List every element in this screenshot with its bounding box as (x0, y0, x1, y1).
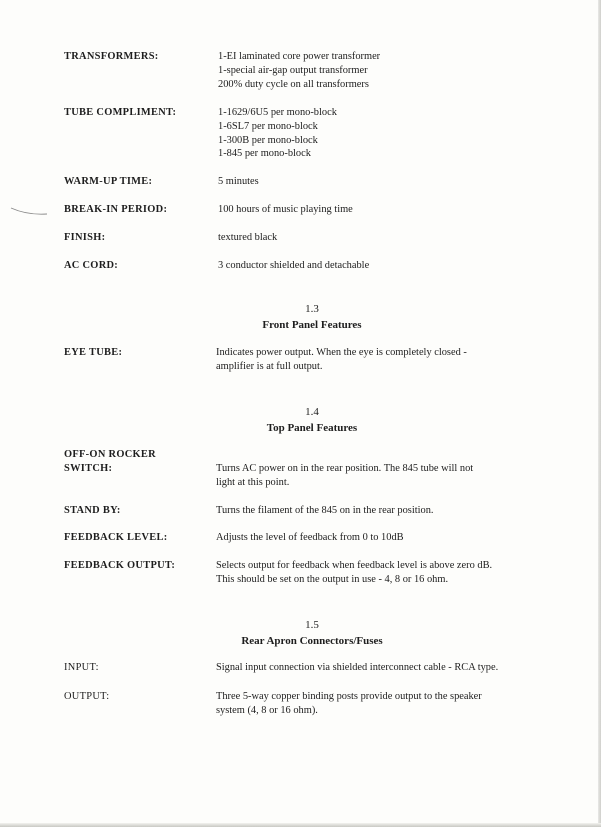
feature-line: amplifier is at full output. (216, 360, 323, 372)
feature-label (64, 690, 204, 704)
feature-description (216, 559, 546, 587)
feature-line: This should be set on the output in use - 4, 8 or 16 ohm. (216, 573, 449, 585)
spec-value (218, 50, 548, 91)
spec-label: BREAK-IN PERIOD: (64, 204, 168, 215)
spec-label: TRANSFORMERS: (64, 51, 159, 62)
feature-description (216, 504, 546, 518)
feature-description (216, 531, 546, 545)
spec-line: 1-6SL7 per mono-block (218, 120, 318, 132)
section-title: Top Panel Features (266, 422, 358, 434)
scan-edge (0, 823, 601, 827)
feature-label (64, 661, 204, 675)
spec-label: TUBE COMPLIMENT: (64, 107, 177, 118)
feature-label-line: OFF-ON ROCKER (64, 449, 156, 460)
spec-line: 1-845 per mono-block (218, 148, 311, 160)
feature-description (216, 661, 546, 675)
feature-label (64, 531, 204, 545)
section-heading-1-3 (0, 301, 601, 333)
feature-line: Three 5-way copper binding posts provide output to the speaker (216, 691, 482, 702)
section-number: 1.4 (305, 406, 319, 418)
feature-label-line: FEEDBACK OUTPUT: (64, 560, 176, 571)
spec-line: textured black (218, 232, 278, 243)
spec-value (218, 175, 548, 189)
spec-line: 100 hours of music playing time (218, 204, 353, 215)
feature-description (216, 690, 546, 718)
section-number: 1.3 (305, 303, 319, 315)
section-title: Front Panel Features (262, 319, 362, 331)
spec-value (218, 106, 548, 161)
section-title: Rear Apron Connectors/Fuses (241, 635, 383, 647)
feature-line: Selects output for feedback when feedback level is above zero dB. (216, 560, 493, 571)
feature-line: Turns the filament of the 845 on in the rear position. (216, 505, 434, 516)
spec-line: 5 minutes (218, 176, 259, 187)
feature-line: system (4, 8 or 16 ohm). (216, 704, 318, 716)
feature-label-line: OUTPUT: (64, 691, 110, 702)
spec-line: 1-300B per mono-block (218, 134, 318, 146)
feature-line: Turns AC power on in the rear position. The 845 tube will not (216, 463, 474, 474)
spec-label: FINISH: (64, 232, 106, 243)
spec-line: 1-EI laminated core power transformer (218, 51, 381, 62)
spec-label: WARM-UP TIME: (64, 176, 153, 187)
feature-line: Adjusts the level of feedback from 0 to 10dB (216, 532, 404, 543)
feature-description (216, 462, 546, 490)
spec-value (218, 231, 548, 245)
spec-line: 1-special air-gap output transformer (218, 64, 368, 76)
feature-label-line: EYE TUBE: (64, 347, 123, 358)
spec-value (218, 259, 548, 273)
feature-label-line: STAND BY: (64, 505, 121, 516)
feature-line: Signal input connection via shielded interconnect cable - RCA type. (216, 662, 499, 673)
feature-description (216, 346, 546, 374)
feature-label (64, 346, 204, 360)
spec-line: 200% duty cycle on all transformers (218, 78, 369, 90)
feature-line: light at this point. (216, 476, 290, 488)
feature-label (64, 504, 204, 518)
spec-line: 3 conductor shielded and detachable (218, 260, 370, 271)
pen-mark (10, 206, 48, 216)
section-number: 1.5 (305, 619, 319, 631)
feature-label (64, 559, 204, 573)
spec-value (218, 203, 548, 217)
section-heading-1-5 (0, 617, 601, 649)
feature-line: Indicates power output. When the eye is completely closed - (216, 347, 467, 358)
feature-label (64, 448, 204, 476)
feature-label-line: INPUT: (64, 662, 99, 673)
spec-line: 1-1629/6U5 per mono-block (218, 107, 337, 118)
feature-label-line: FEEDBACK LEVEL: (64, 532, 168, 543)
spec-label: AC CORD: (64, 260, 119, 271)
section-heading-1-4 (0, 404, 601, 436)
feature-label-line: SWITCH: (64, 462, 113, 474)
